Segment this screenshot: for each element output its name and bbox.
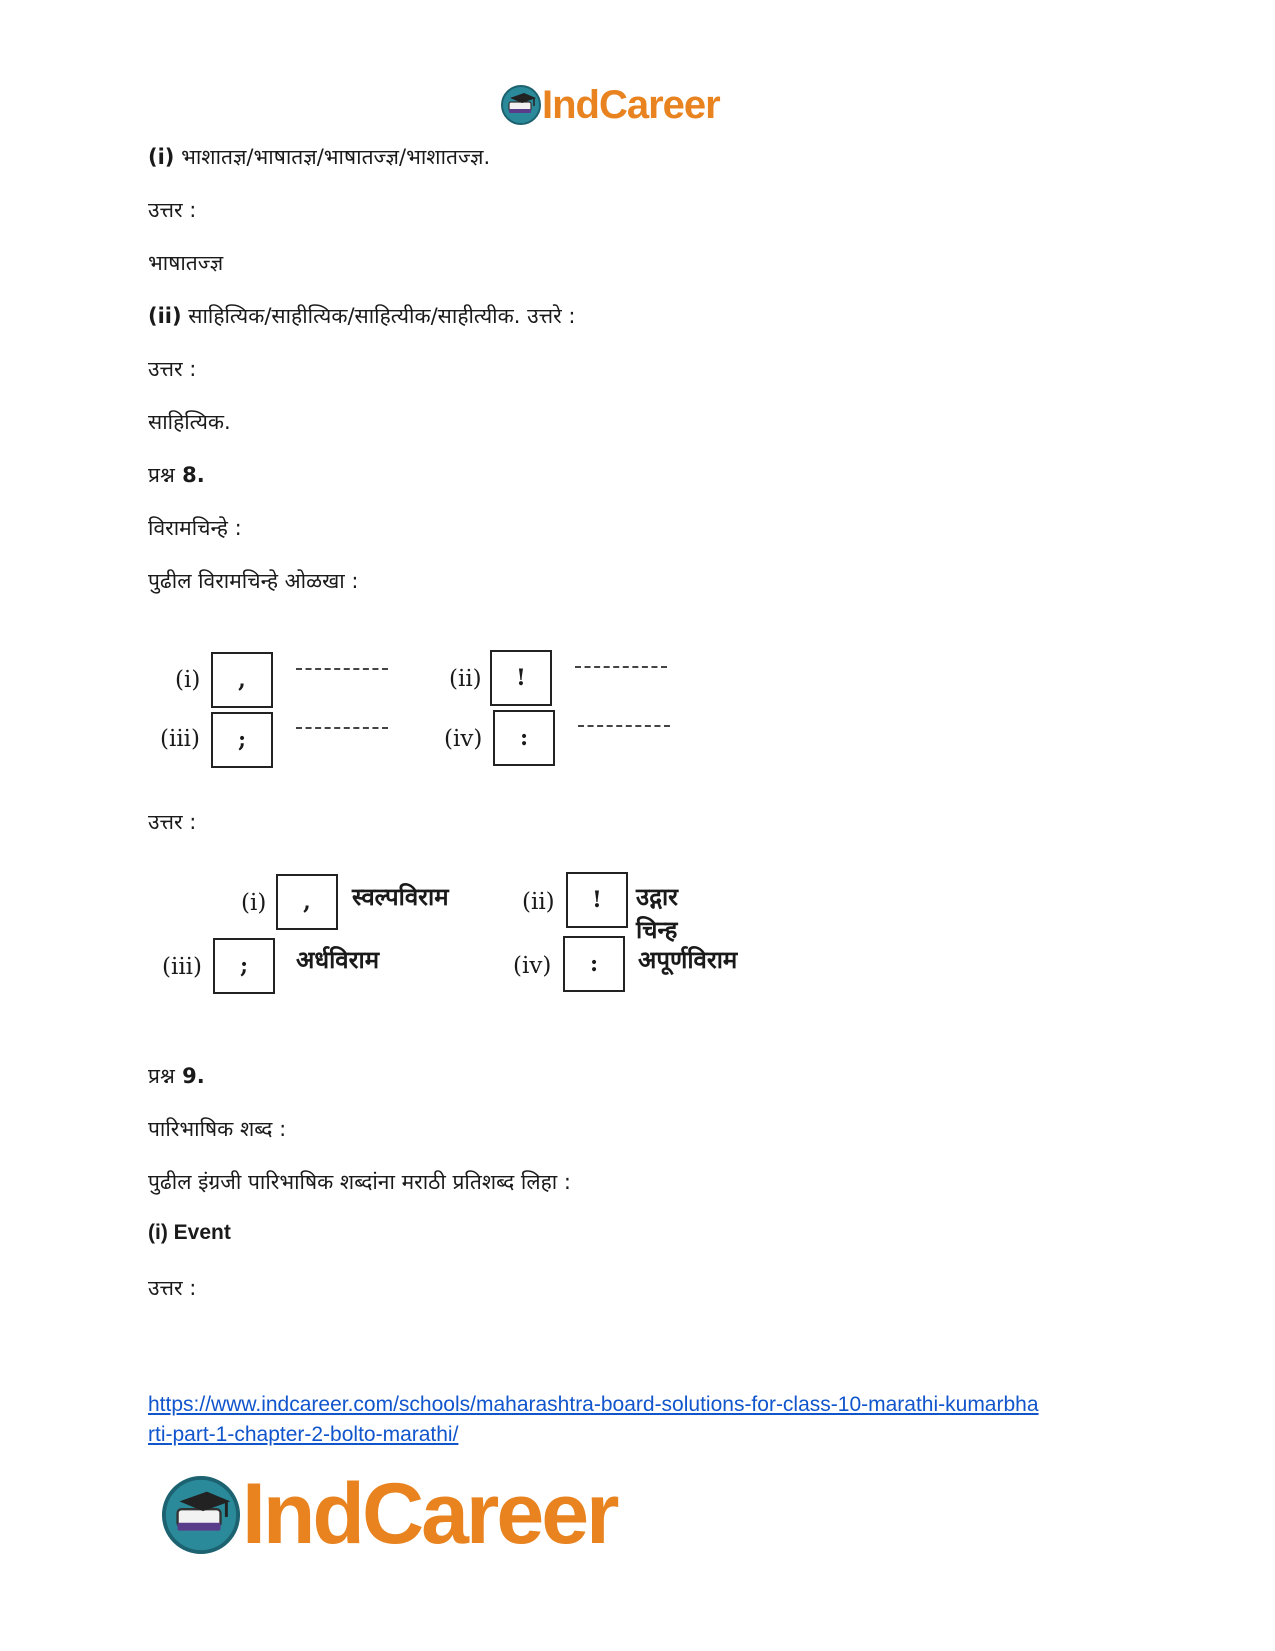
question-item-ii bbox=[148, 302, 575, 330]
item-text: भाशातज्ञ/भाषातज्ञ/भाषातज्ज्ञ/भाशातज्ज्ञ. bbox=[174, 145, 491, 169]
blank-line bbox=[296, 727, 388, 729]
question-word: प्रश्न bbox=[148, 463, 175, 487]
question-number: 8. bbox=[174, 463, 205, 487]
link-line-2[interactable]: rti-part-1-chapter-2-bolto-marathi/ bbox=[148, 1423, 459, 1446]
item-text: साहित्यिक/साहीत्यिक/साहित्यीक/साहीत्यीक. उत्तरे : bbox=[181, 304, 576, 328]
book-globe-icon bbox=[160, 1474, 242, 1556]
answer-label: उत्तर : bbox=[148, 810, 197, 834]
punctuation-box: , bbox=[276, 874, 338, 930]
item-label: (ii) bbox=[449, 666, 482, 692]
question-heading-8 bbox=[148, 461, 205, 489]
question-heading-9 bbox=[148, 1062, 205, 1090]
answer-name: अर्धविराम bbox=[296, 946, 380, 974]
question-word: प्रश्न bbox=[148, 1064, 175, 1088]
section-title: विरामचिन्हे : bbox=[148, 516, 242, 540]
brand-name: IndCareer bbox=[242, 1466, 617, 1562]
answer-label: उत्तर : bbox=[148, 1276, 197, 1300]
answer-text: साहित्यिक. bbox=[148, 410, 231, 434]
instruction: पुढील इंग्रजी पारिभाषिक शब्दांना मराठी प्रतिशब्द लिहा : bbox=[148, 1170, 571, 1194]
punctuation-box: ! bbox=[490, 650, 552, 706]
brand-name: IndCareer bbox=[542, 82, 720, 127]
item-prefix: (ii) bbox=[148, 304, 182, 328]
blank-line bbox=[296, 668, 388, 670]
punctuation-box: ! bbox=[566, 872, 628, 928]
source-link[interactable] bbox=[148, 1390, 1148, 1450]
item-label: (i) bbox=[241, 890, 267, 916]
item-label: (iv) bbox=[444, 726, 483, 752]
item-prefix: (i) bbox=[148, 145, 175, 169]
item-label: (iv) bbox=[513, 953, 552, 979]
blank-line bbox=[575, 666, 667, 668]
question-item-i bbox=[148, 143, 490, 171]
book-globe-icon bbox=[500, 84, 542, 126]
question-number: 9. bbox=[174, 1064, 205, 1088]
question-item-event: (i) Event bbox=[148, 1221, 231, 1244]
answer-label: उत्तर : bbox=[148, 198, 197, 222]
item-label: (ii) bbox=[522, 889, 555, 915]
item-label: (iii) bbox=[162, 954, 203, 980]
answer-text: भाषातज्ज्ञ bbox=[148, 251, 224, 275]
punctuation-box: : bbox=[493, 710, 555, 766]
punctuation-box: : bbox=[563, 936, 625, 992]
punctuation-box: ; bbox=[213, 938, 275, 994]
punctuation-box: , bbox=[211, 652, 273, 708]
footer-logo bbox=[160, 1465, 617, 1564]
answer-name: अपूर्णविराम bbox=[638, 946, 738, 974]
answer-name: स्वल्पविराम bbox=[352, 883, 449, 911]
header-logo bbox=[500, 80, 720, 130]
instruction: पुढील विरामचिन्हे ओळखा : bbox=[148, 569, 359, 593]
answer-name: उद्गार चिन्ह bbox=[636, 883, 678, 944]
item-label: (iii) bbox=[160, 726, 201, 752]
punctuation-box: ; bbox=[211, 712, 273, 768]
link-line-1[interactable]: https://www.indcareer.com/schools/maharashtra-board-solutions-for-class-10-marathi-kumarbha bbox=[148, 1393, 1039, 1416]
blank-line bbox=[578, 725, 670, 727]
section-title: पारिभाषिक शब्द : bbox=[148, 1117, 287, 1141]
answer-label: उत्तर : bbox=[148, 357, 197, 381]
item-label: (i) bbox=[175, 667, 201, 693]
